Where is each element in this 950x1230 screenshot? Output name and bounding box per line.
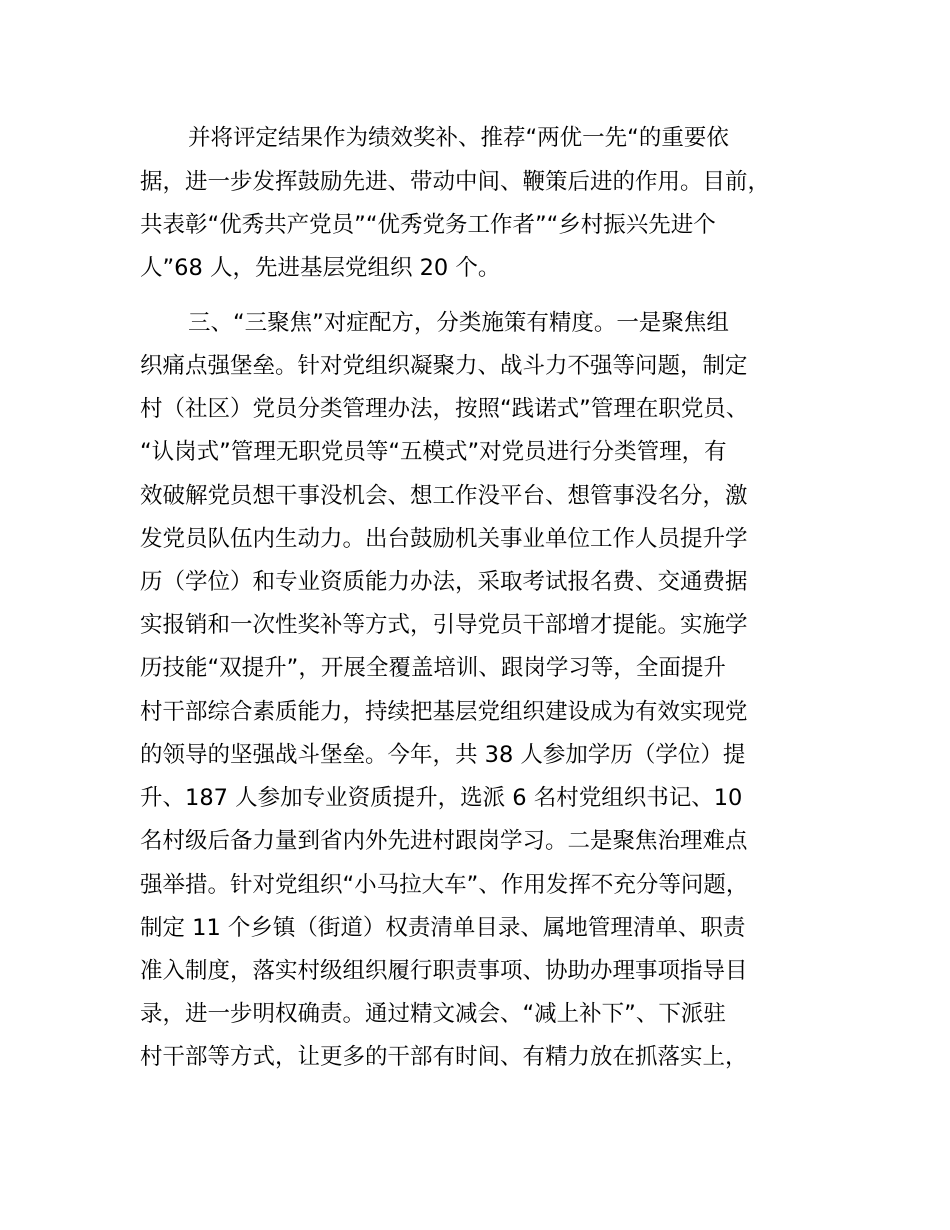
text-line: 据，进一步发挥鼓励先进、带动中间、鞭策后进的作用。目前， — [140, 169, 771, 195]
text-line: 织痛点强堡垒。针对党组织凝聚力、战斗力不强等问题，制定 — [140, 353, 748, 379]
text-line: 制定 11 个乡镇（街道）权责清单目录、属地管理清单、职责 — [140, 915, 746, 941]
text-line: 村干部综合素质能力，持续把基层党组织建设成为有效实现党 — [140, 699, 748, 725]
text-line: 强举措。针对党组织“小马拉大车”、作用发挥不充分等问题， — [140, 872, 749, 898]
text-line: 升、187 人参加专业资质提升，选派 6 名村党组织书记、10 — [140, 785, 743, 811]
text-line: 的领导的坚强战斗堡垒。今年，共 38 人参加学历（学位）提 — [140, 742, 746, 768]
text-line: 实报销和一次性奖补等方式，引导党员干部增才提能。实施学 — [140, 612, 748, 638]
text-line: 效破解党员想干事没机会、想工作没平台、想管事没名分，激 — [140, 483, 748, 509]
text-line: 录，进一步明权确责。通过精文减会、“减上补下”、下派驻 — [140, 1001, 726, 1027]
text-line: 村（社区）党员分类管理办法，按照“践诺式”管理在职党员、 — [140, 396, 749, 422]
text-line: 发党员队伍内生动力。出台鼓励机关事业单位工作人员提升学 — [140, 526, 748, 552]
text-line: 并将评定结果作为绩效奖补、推荐“两优一先“的重要依 — [188, 125, 729, 151]
text-line: 历（学位）和专业资质能力办法，采取考试报名费、交通费据 — [140, 569, 748, 595]
text-line: 村干部等方式，让更多的干部有时间、有精力放在抓落实上， — [140, 1044, 748, 1070]
text-line: 历技能“双提升”，开展全覆盖培训、跟岗学习等，全面提升 — [140, 655, 726, 681]
text-line: “认岗式”管理无职党员等“五模式”对党员进行分类管理，有 — [140, 439, 727, 465]
text-line: 三、“三聚焦”对症配方，分类施策有精度。一是聚焦组 — [188, 310, 729, 336]
text-line: 名村级后备力量到省内外先进村跟岗学习。二是聚焦治理难点 — [140, 828, 748, 854]
text-line: 共表彰“优秀共产党员”“优秀党务工作者”“乡村振兴先进个 — [140, 212, 716, 238]
text-line: 准入制度，落实村级组织履行职责事项、协助办理事项指导目 — [140, 958, 748, 984]
text-line: 人”68 人，先进基层党组织 20 个。 — [140, 255, 501, 281]
